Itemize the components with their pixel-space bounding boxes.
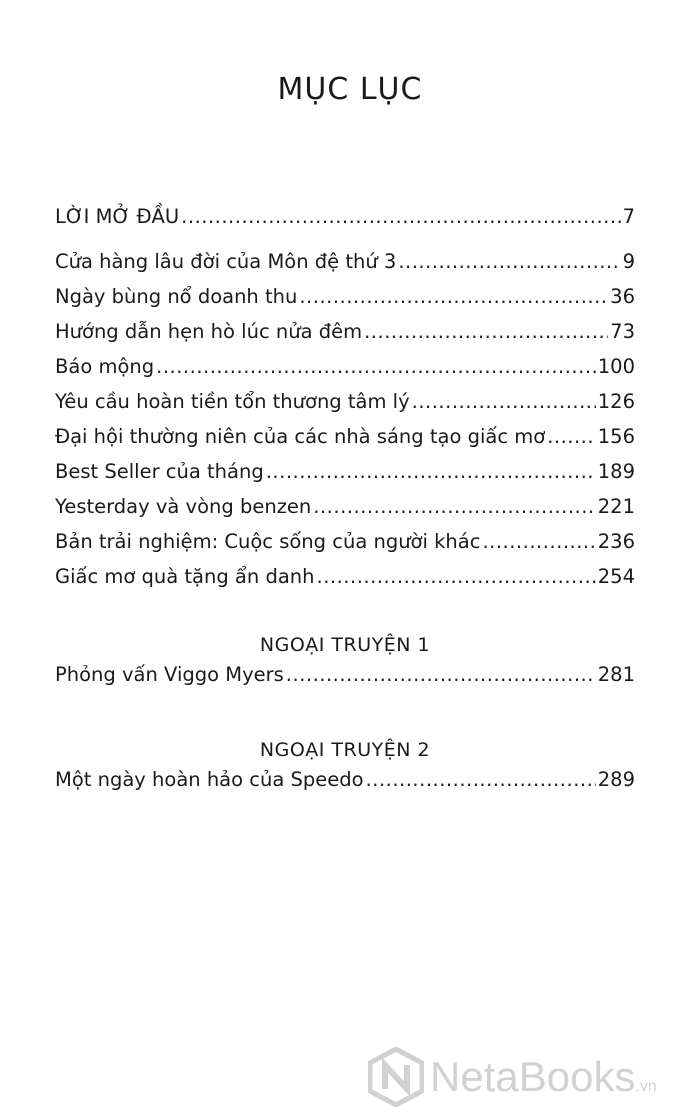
dot-leader	[398, 250, 620, 273]
toc-entry-title: Phỏng vấn Viggo Myers	[55, 663, 284, 686]
toc-entry	[55, 320, 635, 355]
toc-entry-title: Bản trải nghiệm: Cuộc sống của người khác	[55, 530, 481, 553]
toc-entry-title: Báo mộng	[55, 355, 155, 378]
toc-entry-title: Cửa hàng lâu đời của Môn đệ thứ 3	[55, 250, 397, 273]
toc-entry	[55, 460, 635, 495]
section-heading-extra-2: NGOẠI TRUYỆN 2	[259, 739, 431, 761]
toc-entry-extra-1	[55, 663, 635, 698]
toc-entry-page: 236	[597, 530, 635, 553]
watermark	[368, 1047, 657, 1107]
toc-entry	[55, 495, 635, 530]
toc-entry-title: Best Seller của tháng	[55, 460, 264, 483]
dot-leader	[364, 320, 608, 343]
watermark-domain: .vn	[635, 1078, 657, 1095]
toc-entry-page: 7	[622, 205, 635, 228]
dot-leader	[286, 663, 596, 686]
toc-entry-page: 281	[597, 663, 635, 686]
toc-entry-page: 289	[597, 768, 635, 791]
dot-leader	[482, 530, 595, 553]
table-of-contents	[55, 205, 635, 803]
toc-entry-page: 221	[597, 495, 635, 518]
section-heading-extra-1: NGOẠI TRUYỆN 1	[259, 634, 431, 656]
dot-leader	[266, 460, 596, 483]
toc-entry	[55, 285, 635, 320]
toc-entry-page: 36	[610, 285, 635, 308]
toc-entry	[55, 565, 635, 600]
dot-leader	[299, 285, 608, 308]
watermark-brand: NetaBooks.vn	[430, 1053, 657, 1100]
dot-leader	[412, 390, 596, 413]
toc-entry-title: Yêu cầu hoàn tiền tổn thương tâm lý	[55, 390, 410, 413]
toc-entry-title: Một ngày hoàn hảo của Speedo	[55, 768, 364, 791]
toc-entry-page: 100	[597, 355, 635, 378]
toc-entry-page: 254	[597, 565, 635, 588]
dot-leader	[547, 425, 596, 448]
toc-entry-page: 189	[597, 460, 635, 483]
toc-entry-page: 73	[610, 320, 635, 343]
toc-entry	[55, 355, 635, 390]
toc-entry-extra-2	[55, 768, 635, 803]
netabooks-logo-icon	[368, 1047, 424, 1107]
toc-entry-title: Đại hội thường niên của các nhà sáng tạo giấc mơ	[55, 425, 546, 448]
dot-leader	[181, 205, 620, 228]
toc-entry-title: Yesterday và vòng benzen	[55, 495, 312, 518]
toc-entry-title: Ngày bùng nổ doanh thu	[55, 285, 298, 308]
dot-leader	[313, 495, 595, 518]
dot-leader	[317, 565, 596, 588]
toc-entry	[55, 425, 635, 460]
toc-entry-page: 126	[597, 390, 635, 413]
dot-leader	[366, 768, 596, 791]
toc-entry	[55, 390, 635, 425]
toc-entry-page: 9	[622, 250, 635, 273]
toc-entry-page: 156	[597, 425, 635, 448]
toc-entry-title: Giấc mơ quà tặng ẩn danh	[55, 565, 315, 588]
toc-entry	[55, 530, 635, 565]
page-title: MỤC LỤC	[277, 72, 423, 108]
toc-entry-title: LỜI MỞ ĐẦU	[55, 205, 180, 228]
toc-entry-foreword	[55, 205, 635, 240]
toc-entry-title: Hướng dẫn hẹn hò lúc nửa đêm	[55, 320, 363, 343]
toc-entry	[55, 250, 635, 285]
dot-leader	[156, 355, 596, 378]
